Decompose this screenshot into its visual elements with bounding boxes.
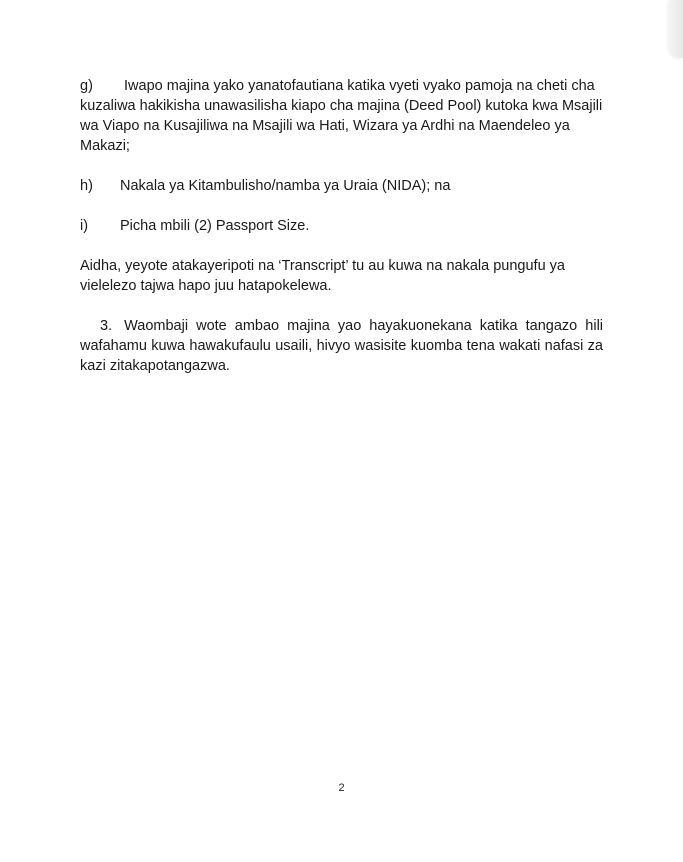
page-edge-shadow: [669, 0, 683, 58]
list-marker-g: g): [80, 78, 93, 94]
list-item-i: [80, 216, 603, 236]
point-text: Waombaji wote ambao majina yao hayakuonekana katika tangazo hili wafahamu kuwa hawakufaulu usaili, hivyo wasisite kuomba tena wakati nafasi za kazi zitakapotangazwa.: [80, 318, 604, 374]
list-text-g: Iwapo majina yako yanatofautiana katika vyeti vyako pamoja na cheti cha kuzaliwa hakikisha unawasilisha kiapo cha majina (Deed Pool) kutoka kwa Msajili wa Viapo na Kusajiliwa na Msajili wa Hati, Wizara ya Ardhi na Maendeleo ya Makazi;: [80, 78, 603, 154]
page-number: 2: [338, 782, 345, 794]
aidha-paragraph: Aidha, yeyote atakayeripoti na ‘Transcript’ tu au kuwa na nakala pungufu ya vielelezo tajwa hapo juu hatapokelewa.: [80, 258, 565, 294]
list-text-i: Picha mbili (2) Passport Size.: [120, 218, 310, 234]
point-number: 3.: [100, 318, 113, 334]
list-item-h: [80, 176, 603, 196]
list-marker-i: i): [80, 218, 89, 234]
list-marker-h: h): [80, 178, 93, 194]
list-item-g: [80, 76, 603, 156]
list-text-h: Nakala ya Kitambulisho/namba ya Uraia (NIDA); na: [120, 178, 451, 194]
numbered-point-3: [80, 316, 603, 376]
document-body: [80, 76, 603, 376]
